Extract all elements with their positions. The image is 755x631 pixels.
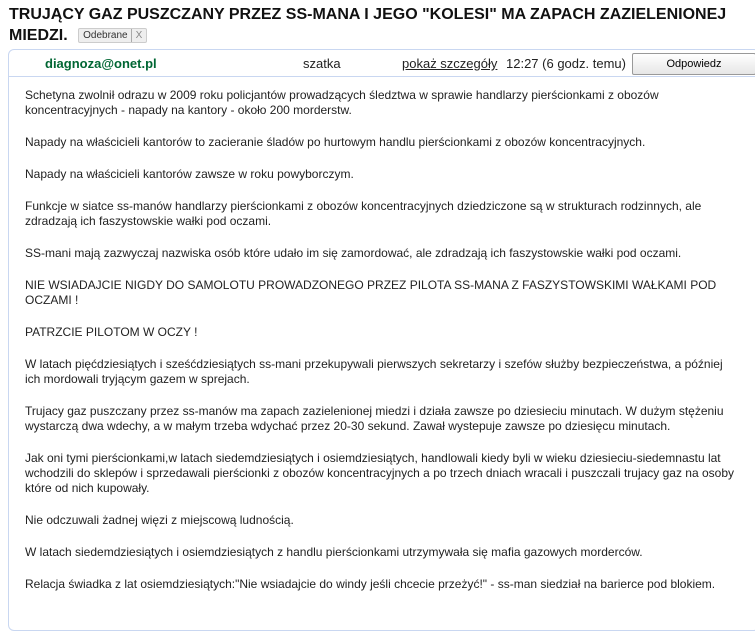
remove-label-button[interactable]: X [131,29,147,42]
reply-button[interactable]: Odpowiedz [632,53,755,75]
body-paragraph: Trujacy gaz puszczany przez ss-manów ma zapach zazielenionej miedzi i działa zawsze po dziesieciu minutach. W dużym stężeniu wystarczą dwa wdechy, a w małym trzeba wdychać przez 20-30 sekund. Zawał wystepuje zawsze po dziesięcu minutach. [25,404,724,433]
body-paragraph: Napady na właścicieli kantorów to zacieranie śladów po hurtowym handlu pierścionkami z obozów koncentracyjnych. [25,135,646,149]
body-paragraph: PATRZCIE PILOTOM W OCZY ! [25,325,198,339]
body-paragraph: Jak oni tymi pierścionkami,w latach siedemdziesiątych i osiemdziesiątych, handlowali kiedy byli w wieku dziesieciu-siedemnastu lat wchodzili do sklepów i sprzedawali pierścionki z obozów koncentracyjnych a po trzech dniach wracali i puszczali trujacy gaz na osoby które od nich kupowały. [25,451,735,495]
body-paragraph: Napady na właścicieli kantorów zawsze w roku powyborczym. [25,167,354,181]
body-paragraph: NIE WSIADAJCIE NIGDY DO SAMOLOTU PROWADZONEGO PRZEZ PILOTA SS-MANA Z FASZYSTOWSKIMI WAŁKAMI POD OCZAMI ! [25,278,717,307]
header-divider [9,76,755,77]
message-card [8,49,755,631]
message-header [9,50,755,78]
body-paragraph: SS-mani mają zazwyczaj nazwiska osób które udało im się zamordować, ale zdradzają ich faszystowskie wałki pod oczami. [25,246,682,260]
email-subject [9,4,749,46]
sender-address[interactable]: diagnoza@onet.pl [45,56,157,71]
inbox-label-chip[interactable] [78,28,147,43]
message-timestamp: 12:27 (6 godz. temu) [506,56,626,71]
message-body [25,88,737,609]
recipient-name: szatka [303,56,341,71]
inbox-label-text: Odebrane [83,30,128,41]
subject-text: TRUJĄCY GAZ PUSZCZANY PRZEZ SS-MANA I JEGO "KOLESI" MA ZAPACH ZAZIELENIONEJ MIEDZI. [9,6,727,44]
body-paragraph: Nie odczuwali żadnej więzi z miejscową ludnością. [25,513,294,527]
show-details-link[interactable]: pokaż szczegóły [402,56,498,71]
body-paragraph: W latach pięćdziesiątych i sześćdziesiątych ss-mani przekupywali pierwszych sekretarzy i szefów służby bezpieczeństwa, a później ich mordowali tryjącym gazem w sprejach. [25,357,723,386]
body-paragraph: Schetyna zwolnił odrazu w 2009 roku policjantów prowadzących śledztwa w sprawie handlarzy pierścionkami z obozów koncentracyjnych - napady na kantory - około 200 morderstw. [25,88,659,117]
body-paragraph: Funkcje w siatce ss-manów handlarzy pierścionkami z obozów koncentracyjnych dziedziczone są w strukturach rodzinnych, ale zdradzają ich faszystowskie wałki pod oczami. [25,199,702,228]
body-paragraph: Relacja świadka z lat osiemdziesiątych:"Nie wsiadajcie do windy jeśli chcecie przeżyć!" - ss-man siedział na barierce pod blokiem. [25,577,716,591]
body-paragraph: W latach siedemdziesiątych i osiemdziesiątych z handlu pierścionkami utrzymywała się mafia gazowych morderców. [25,545,643,559]
